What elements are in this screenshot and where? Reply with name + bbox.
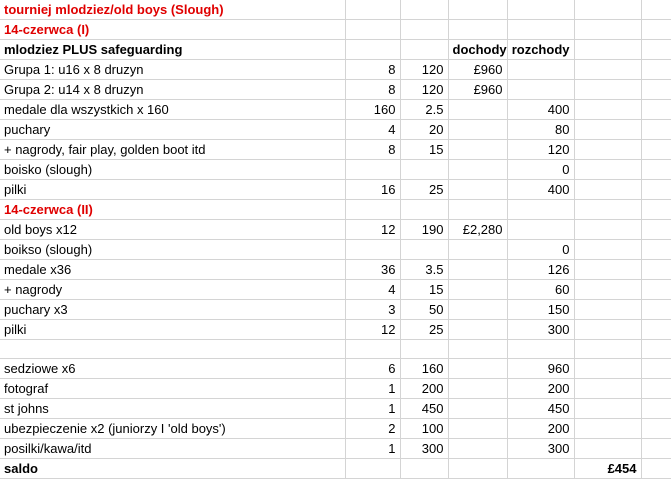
cell-a3[interactable]: mlodziez PLUS safeguarding <box>0 40 345 60</box>
cell-a16[interactable]: puchary x3 <box>0 300 345 320</box>
table-row <box>0 20 671 40</box>
cell-g10[interactable] <box>641 180 671 200</box>
cell-d15[interactable] <box>448 280 507 300</box>
cell-e3[interactable]: rozchody <box>507 40 574 60</box>
cell-a5[interactable]: Grupa 2: u14 x 8 druzyn <box>0 80 345 100</box>
table-row <box>0 379 671 399</box>
cell-b2[interactable] <box>345 20 400 40</box>
table-row <box>0 320 671 340</box>
cell-e21[interactable]: 450 <box>507 399 574 419</box>
cell-d4[interactable]: £960 <box>448 60 507 80</box>
cell-f3[interactable] <box>574 40 641 60</box>
cell-e6[interactable]: 400 <box>507 100 574 120</box>
cell-b17[interactable]: 12 <box>345 320 400 340</box>
table-row <box>0 60 671 80</box>
cell-b9[interactable] <box>345 160 400 180</box>
cell-b18[interactable] <box>345 340 400 359</box>
cell-a10[interactable]: pilki <box>0 180 345 200</box>
cell-c14[interactable]: 3.5 <box>400 260 448 280</box>
cell-c15[interactable]: 15 <box>400 280 448 300</box>
cell-d11[interactable] <box>448 200 507 220</box>
cell-c5[interactable]: 120 <box>400 80 448 100</box>
cell-d5[interactable]: £960 <box>448 80 507 100</box>
cell-g24[interactable] <box>641 459 671 479</box>
table-row <box>0 220 671 240</box>
cell-e7[interactable]: 80 <box>507 120 574 140</box>
cell-c21[interactable]: 450 <box>400 399 448 419</box>
table-row <box>0 160 671 180</box>
cell-g17[interactable] <box>641 320 671 340</box>
cell-f16[interactable] <box>574 300 641 320</box>
cell-c23[interactable]: 300 <box>400 439 448 459</box>
table-row <box>0 280 671 300</box>
table-row <box>0 399 671 419</box>
cell-e15[interactable]: 60 <box>507 280 574 300</box>
table-row <box>0 80 671 100</box>
cell-e1[interactable] <box>507 0 574 20</box>
cell-c8[interactable]: 15 <box>400 140 448 160</box>
cell-b22[interactable]: 2 <box>345 419 400 439</box>
cell-d1[interactable] <box>448 0 507 20</box>
cell-e4[interactable] <box>507 60 574 80</box>
cell-c4[interactable]: 120 <box>400 60 448 80</box>
cell-d18[interactable] <box>448 340 507 359</box>
cell-g13[interactable] <box>641 240 671 260</box>
table-row <box>0 340 671 359</box>
cell-f15[interactable] <box>574 280 641 300</box>
cell-b23[interactable]: 1 <box>345 439 400 459</box>
cell-a2[interactable]: 14-czerwca (I) <box>0 20 345 40</box>
cell-c1[interactable] <box>400 0 448 20</box>
cell-b20[interactable]: 1 <box>345 379 400 399</box>
cell-c7[interactable]: 20 <box>400 120 448 140</box>
cell-a4[interactable]: Grupa 1: u16 x 8 druzyn <box>0 60 345 80</box>
cell-e17[interactable]: 300 <box>507 320 574 340</box>
cell-c9[interactable] <box>400 160 448 180</box>
cell-g19[interactable] <box>641 359 671 379</box>
cell-e13[interactable]: 0 <box>507 240 574 260</box>
table-row <box>0 359 671 379</box>
cell-f18[interactable] <box>574 340 641 359</box>
cell-g3[interactable] <box>641 40 671 60</box>
cell-g2[interactable] <box>641 20 671 40</box>
table-row <box>0 300 671 320</box>
cell-f20[interactable] <box>574 379 641 399</box>
cell-b14[interactable]: 36 <box>345 260 400 280</box>
cell-g4[interactable] <box>641 60 671 80</box>
cell-d24[interactable] <box>448 459 507 479</box>
cell-f23[interactable] <box>574 439 641 459</box>
cell-c11[interactable] <box>400 200 448 220</box>
cell-g23[interactable] <box>641 439 671 459</box>
cell-f22[interactable] <box>574 419 641 439</box>
table-row <box>0 120 671 140</box>
cell-b1[interactable] <box>345 0 400 20</box>
cell-g12[interactable] <box>641 220 671 240</box>
cell-f4[interactable] <box>574 60 641 80</box>
cell-f11[interactable] <box>574 200 641 220</box>
cell-d12[interactable]: £2,280 <box>448 220 507 240</box>
cell-b21[interactable]: 1 <box>345 399 400 419</box>
cell-a6[interactable]: medale dla wszystkich x 160 <box>0 100 345 120</box>
cell-d14[interactable] <box>448 260 507 280</box>
cell-c20[interactable]: 200 <box>400 379 448 399</box>
cell-f6[interactable] <box>574 100 641 120</box>
cell-e5[interactable] <box>507 80 574 100</box>
cell-d2[interactable] <box>448 20 507 40</box>
cell-d13[interactable] <box>448 240 507 260</box>
cell-b4[interactable]: 8 <box>345 60 400 80</box>
cell-a7[interactable]: puchary <box>0 120 345 140</box>
cell-c16[interactable]: 50 <box>400 300 448 320</box>
table-row <box>0 200 671 220</box>
cell-f13[interactable] <box>574 240 641 260</box>
cell-b19[interactable]: 6 <box>345 359 400 379</box>
cell-f10[interactable] <box>574 180 641 200</box>
table-row <box>0 419 671 439</box>
cell-f12[interactable] <box>574 220 641 240</box>
cell-a19[interactable]: sedziowe x6 <box>0 359 345 379</box>
cell-g15[interactable] <box>641 280 671 300</box>
cell-e24[interactable] <box>507 459 574 479</box>
cell-a8[interactable]: + nagrody, fair play, golden boot itd <box>0 140 345 160</box>
cell-g7[interactable] <box>641 120 671 140</box>
cell-e22[interactable]: 200 <box>507 419 574 439</box>
cell-c18[interactable] <box>400 340 448 359</box>
cell-c24[interactable] <box>400 459 448 479</box>
cell-e8[interactable]: 120 <box>507 140 574 160</box>
cell-d8[interactable] <box>448 140 507 160</box>
cell-f9[interactable] <box>574 160 641 180</box>
cell-e19[interactable]: 960 <box>507 359 574 379</box>
table-row <box>0 260 671 280</box>
cell-g20[interactable] <box>641 379 671 399</box>
cell-g6[interactable] <box>641 100 671 120</box>
cell-b11[interactable] <box>345 200 400 220</box>
cell-a17[interactable]: pilki <box>0 320 345 340</box>
cell-g11[interactable] <box>641 200 671 220</box>
cell-b8[interactable]: 8 <box>345 140 400 160</box>
table-row <box>0 240 671 260</box>
cell-d23[interactable] <box>448 439 507 459</box>
cell-b3[interactable] <box>345 40 400 60</box>
cell-f14[interactable] <box>574 260 641 280</box>
cell-c19[interactable]: 160 <box>400 359 448 379</box>
table-row <box>0 100 671 120</box>
cell-e23[interactable]: 300 <box>507 439 574 459</box>
cell-b5[interactable]: 8 <box>345 80 400 100</box>
cell-a14[interactable]: medale x36 <box>0 260 345 280</box>
cell-c12[interactable]: 190 <box>400 220 448 240</box>
cell-d22[interactable] <box>448 419 507 439</box>
cell-d10[interactable] <box>448 180 507 200</box>
table-row <box>0 0 671 20</box>
cell-b6[interactable]: 160 <box>345 100 400 120</box>
cell-d21[interactable] <box>448 399 507 419</box>
cell-e9[interactable]: 0 <box>507 160 574 180</box>
cell-a9[interactable]: boisko (slough) <box>0 160 345 180</box>
cell-f7[interactable] <box>574 120 641 140</box>
cell-a15[interactable]: + nagrody <box>0 280 345 300</box>
cell-e14[interactable]: 126 <box>507 260 574 280</box>
cell-e2[interactable] <box>507 20 574 40</box>
cell-c13[interactable] <box>400 240 448 260</box>
cell-f8[interactable] <box>574 140 641 160</box>
cell-f19[interactable] <box>574 359 641 379</box>
cell-c3[interactable] <box>400 40 448 60</box>
cell-b10[interactable]: 16 <box>345 180 400 200</box>
table-row <box>0 140 671 160</box>
cell-a23[interactable]: posilki/kawa/itd <box>0 439 345 459</box>
cell-a13[interactable]: boikso (slough) <box>0 240 345 260</box>
cell-d9[interactable] <box>448 160 507 180</box>
cell-c10[interactable]: 25 <box>400 180 448 200</box>
cell-e11[interactable] <box>507 200 574 220</box>
cell-g22[interactable] <box>641 419 671 439</box>
cell-e18[interactable] <box>507 340 574 359</box>
cell-d17[interactable] <box>448 320 507 340</box>
cell-a24[interactable]: saldo <box>0 459 345 479</box>
cell-a12[interactable]: old boys x12 <box>0 220 345 240</box>
cell-g8[interactable] <box>641 140 671 160</box>
cell-a22[interactable]: ubezpieczenie x2 (juniorzy I 'old boys') <box>0 419 345 439</box>
cell-a11[interactable]: 14-czerwca (II) <box>0 200 345 220</box>
cell-g18[interactable] <box>641 340 671 359</box>
cell-d16[interactable] <box>448 300 507 320</box>
cell-b16[interactable]: 3 <box>345 300 400 320</box>
cell-d6[interactable] <box>448 100 507 120</box>
cell-c2[interactable] <box>400 20 448 40</box>
cell-f24[interactable]: £454 <box>574 459 641 479</box>
cell-b7[interactable]: 4 <box>345 120 400 140</box>
cell-b15[interactable]: 4 <box>345 280 400 300</box>
cell-f17[interactable] <box>574 320 641 340</box>
cell-d20[interactable] <box>448 379 507 399</box>
cell-f21[interactable] <box>574 399 641 419</box>
cell-f5[interactable] <box>574 80 641 100</box>
table-row <box>0 439 671 459</box>
cell-e16[interactable]: 150 <box>507 300 574 320</box>
cell-g1[interactable] <box>641 0 671 20</box>
cell-g9[interactable] <box>641 160 671 180</box>
cell-f1[interactable] <box>574 0 641 20</box>
cell-e10[interactable]: 400 <box>507 180 574 200</box>
cell-a1[interactable]: tourniej mlodziez/old boys (Slough) <box>0 0 345 20</box>
cell-a18[interactable] <box>0 340 345 359</box>
cell-b13[interactable] <box>345 240 400 260</box>
cell-d3[interactable]: dochody <box>448 40 507 60</box>
table-row <box>0 180 671 200</box>
cell-e20[interactable]: 200 <box>507 379 574 399</box>
cell-g16[interactable] <box>641 300 671 320</box>
cell-d19[interactable] <box>448 359 507 379</box>
cell-g5[interactable] <box>641 80 671 100</box>
cell-g21[interactable] <box>641 399 671 419</box>
cell-a20[interactable]: fotograf <box>0 379 345 399</box>
cell-d7[interactable] <box>448 120 507 140</box>
cell-e12[interactable] <box>507 220 574 240</box>
cell-c6[interactable]: 2.5 <box>400 100 448 120</box>
cell-c22[interactable]: 100 <box>400 419 448 439</box>
cell-b24[interactable] <box>345 459 400 479</box>
table-row <box>0 40 671 60</box>
table-row <box>0 459 671 479</box>
cell-f2[interactable] <box>574 20 641 40</box>
cell-b12[interactable]: 12 <box>345 220 400 240</box>
cell-a21[interactable]: st johns <box>0 399 345 419</box>
cell-c17[interactable]: 25 <box>400 320 448 340</box>
cell-g14[interactable] <box>641 260 671 280</box>
